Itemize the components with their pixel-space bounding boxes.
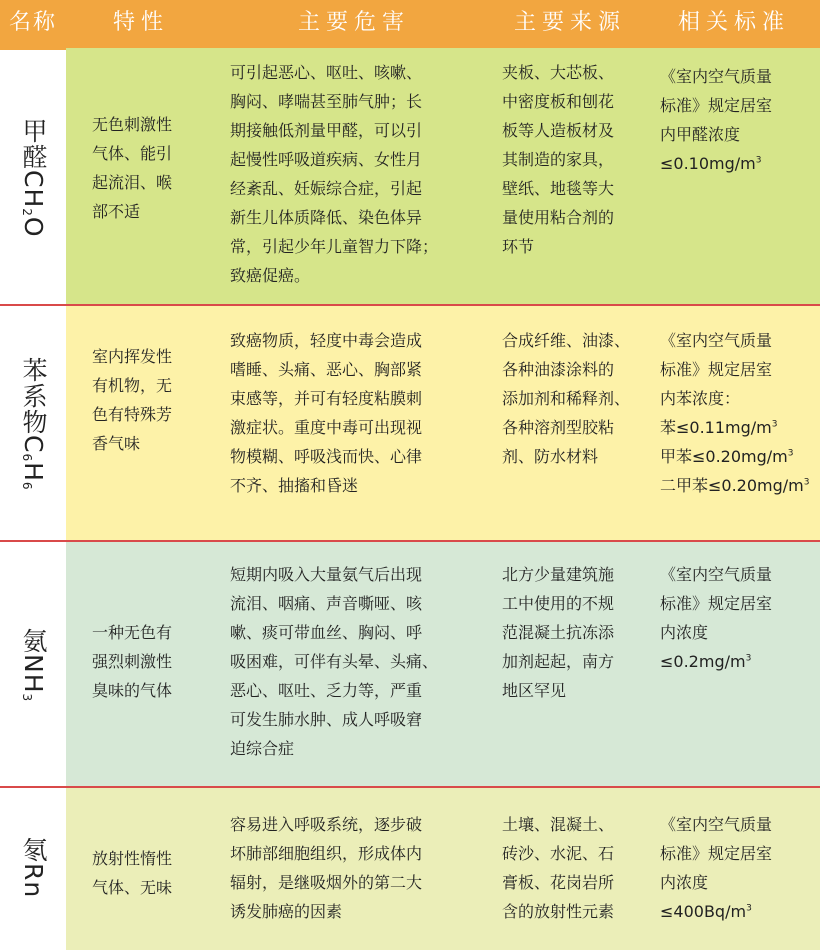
hazard-line: 物模糊、呼吸浅而快、心律 xyxy=(230,447,423,466)
source-line: 砖沙、水泥、石 xyxy=(502,844,615,863)
source-line: 添加剂和稀释剂、 xyxy=(502,389,631,408)
table-row xyxy=(66,540,820,788)
hazard-line: 激症状。重度中毒可出现视 xyxy=(230,418,423,437)
source-line: 含的放射性元素 xyxy=(502,902,615,921)
standard-line: 内苯浓度： xyxy=(660,389,741,408)
standard-line: $\le 0.10mg/m^3$ xyxy=(660,154,762,173)
property-line: 无色刺激性 xyxy=(92,115,173,134)
standard-line: 标准》规定居室 xyxy=(660,360,773,379)
hazard-line: 束感等，并可有轻度粘膜刺 xyxy=(230,389,423,408)
hazard-line: 常，引起少年儿童智力下降； xyxy=(230,237,439,256)
standard-line: 二甲苯$\le 0.20mg/m^3$ xyxy=(660,476,810,495)
source-line: 膏板、花岗岩所 xyxy=(502,873,615,892)
unit-superscript: 3 xyxy=(746,903,752,914)
source-cell xyxy=(502,58,652,304)
standard-line: $\le 0.2mg/m^3$ xyxy=(660,652,752,671)
unit-superscript: 3 xyxy=(745,653,752,664)
hazard-line: 胸闷、哮喘甚至肺气肿；长 xyxy=(230,92,423,111)
standard-line: 《室内空气质量 xyxy=(660,565,773,584)
table-header xyxy=(0,0,820,50)
hazard-cell xyxy=(230,58,500,304)
header-name: 名称 xyxy=(8,10,57,35)
property-line: 起流泪、喉 xyxy=(92,173,173,192)
source-cell xyxy=(502,810,652,950)
source-line: 量使用粘合剂的 xyxy=(502,208,615,227)
source-cell xyxy=(502,560,652,788)
unit-superscript: 3 xyxy=(787,448,794,459)
source-line: 各种溶剂型胶粘 xyxy=(502,418,615,437)
unit-superscript: 3 xyxy=(803,477,810,488)
standard-line: 内浓度 xyxy=(660,623,709,642)
source-line: 工中使用的不规 xyxy=(502,594,615,613)
hazard-cell xyxy=(230,326,500,542)
source-line: 各种油漆涂料的 xyxy=(502,360,615,379)
standard-line: 内甲醛浓度 xyxy=(660,125,741,144)
source-cell xyxy=(502,326,652,542)
row-name-cell xyxy=(0,788,66,948)
standard-cell xyxy=(660,560,820,788)
property-line: 一种无色有 xyxy=(92,623,173,642)
hazard-line: 经紊乱、妊娠综合症，引起 xyxy=(230,179,423,198)
source-line: 夹板、大芯板、 xyxy=(502,63,615,82)
header-source: 主要来源 xyxy=(513,10,626,35)
standard-line: 《室内空气质量 xyxy=(660,815,773,834)
hazard-line: 坏肺部细胞组织，形成体内 xyxy=(230,844,423,863)
source-line: 中密度板和刨花 xyxy=(502,92,615,111)
hazard-line: 可引起恶心、呕吐、咳嗽、 xyxy=(230,63,423,82)
property-cell xyxy=(92,618,216,788)
table-row xyxy=(66,304,820,542)
pollutant-name: 氨$NH_3$ xyxy=(19,627,48,703)
source-line: 其制造的家具， xyxy=(502,150,615,169)
source-line: 剂、防水材料 xyxy=(502,447,599,466)
property-line: 放射性惰性 xyxy=(92,849,173,868)
table-row xyxy=(66,48,820,304)
source-line: 范混凝土抗冻添 xyxy=(502,623,615,642)
property-line: 室内挥发性 xyxy=(92,347,173,366)
property-line: 气体、无味 xyxy=(92,878,173,897)
standard-line: 标准》规定居室 xyxy=(660,594,773,613)
property-line: 部不适 xyxy=(92,202,141,221)
standard-line: $\le 400Bq/m^3$ xyxy=(660,902,752,921)
hazard-line: 致癌促癌。 xyxy=(230,266,311,285)
source-line: 地区罕见 xyxy=(502,681,567,700)
pollutant-name: 苯系物$C_6H_6$ xyxy=(19,357,48,491)
source-line: 土壤、混凝土、 xyxy=(502,815,615,834)
hazard-line: 致癌物质，轻度中毒会造成 xyxy=(230,331,423,350)
property-line: 色有特殊芳 xyxy=(92,405,173,424)
row-name-cell xyxy=(0,542,66,788)
standard-line: 甲苯$\le 0.20mg/m^3$ xyxy=(660,447,794,466)
hazard-line: 辐射，是继吸烟外的第二大 xyxy=(230,873,423,892)
hazard-line: 流泪、咽痛、声音嘶哑、咳 xyxy=(230,594,423,613)
property-cell xyxy=(92,342,216,542)
hazard-line: 诱发肺癌的因素 xyxy=(230,902,343,921)
hazard-line: 起慢性呼吸道疾病、女性月 xyxy=(230,150,423,169)
hazard-line: 吸困难，可伴有头晕、头痛、 xyxy=(230,652,439,671)
hazard-line: 容易进入呼吸系统，逐步破 xyxy=(230,815,423,834)
row-name-cell xyxy=(0,306,66,542)
table-row xyxy=(66,786,820,950)
source-line: 板等人造板材及 xyxy=(502,121,615,140)
standard-line: 标准》规定居室 xyxy=(660,96,773,115)
row-name-cell xyxy=(0,50,66,306)
source-line: 加剂起起，南方 xyxy=(502,652,615,671)
standard-cell xyxy=(660,810,820,950)
header-standard: 相关标准 xyxy=(677,10,790,35)
hazard-line: 恶心、呕吐、乏力等，严重 xyxy=(230,681,423,700)
standard-line: 《室内空气质量 xyxy=(660,331,773,350)
property-line: 臭味的气体 xyxy=(92,681,173,700)
standard-line: 标准》规定居室 xyxy=(660,844,773,863)
header-property: 特性 xyxy=(112,10,169,35)
hazard-cell xyxy=(230,810,500,950)
source-line: 壁纸、地毯等大 xyxy=(502,179,615,198)
unit-superscript: 3 xyxy=(755,155,762,166)
property-line: 有机物，无 xyxy=(92,376,173,395)
header-hazard: 主要危害 xyxy=(297,10,410,35)
standard-line: 《室内空气质量 xyxy=(660,67,773,86)
property-cell xyxy=(92,110,216,304)
standard-line: 内浓度 xyxy=(660,873,709,892)
hazard-cell xyxy=(230,560,500,788)
pollutant-name: 甲醛$CH_2O$ xyxy=(19,118,48,238)
property-line: 气体、能引 xyxy=(92,144,173,163)
property-line: 香气味 xyxy=(92,434,141,453)
standard-cell xyxy=(660,326,820,542)
standard-line: 苯$\le 0.11mg/m^3$ xyxy=(660,418,778,437)
hazard-line: 嗽、痰可带血丝、胸闷、呼 xyxy=(230,623,423,642)
standard-cell xyxy=(660,62,820,304)
hazard-line: 短期内吸入大量氨气后出现 xyxy=(230,565,423,584)
source-line: 北方少量建筑施 xyxy=(502,565,615,584)
property-cell xyxy=(92,844,216,950)
property-line: 强烈刺激性 xyxy=(92,652,173,671)
hazard-line: 不齐、抽搐和昏迷 xyxy=(230,476,359,495)
hazard-line: 期接触低剂量甲醛，可以引 xyxy=(230,121,423,140)
hazard-line: 迫综合症 xyxy=(230,739,295,758)
hazard-line: 新生儿体质降低、染色体异 xyxy=(230,208,423,227)
pollutant-name: 氡Rn xyxy=(19,837,48,899)
source-line: 环节 xyxy=(502,237,535,256)
hazard-line: 可发生肺水肿、成人呼吸窘 xyxy=(230,710,423,729)
unit-superscript: 3 xyxy=(771,419,778,430)
source-line: 合成纤维、油漆、 xyxy=(502,331,631,350)
hazard-line: 嗜睡、头痛、恶心、胸部紧 xyxy=(230,360,423,379)
